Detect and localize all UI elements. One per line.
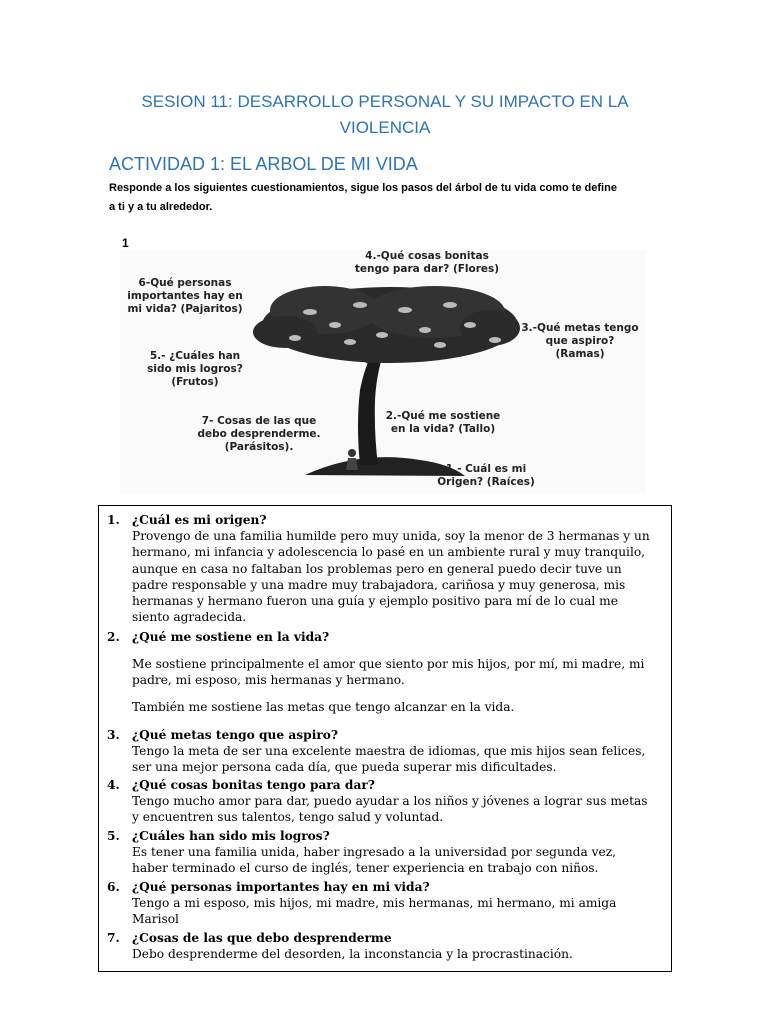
activity-heading: ACTIVIDAD 1: EL ARBOL DE MI VIDA: [109, 154, 418, 174]
answer-text: Tengo la meta de ser una excelente maestra de idiomas, que mis hijos sean felices, ser una mejor persona cada día, que pueda superar mis dificultades.: [132, 744, 646, 775]
question-number: 2.: [107, 630, 120, 644]
label-ramas: 3.-Qué metas tengo que aspiro? (Ramas): [521, 322, 639, 360]
instructions-line1: Responde a los siguientes cuestionamientos, sigue los pasos del árbol de tu vida como te define: [109, 182, 617, 194]
question-text: ¿Cuáles han sido mis logros?: [132, 829, 330, 843]
question-text: ¿Cosas de las que debo desprenderme: [132, 931, 392, 945]
question-number: 7.: [107, 931, 120, 945]
question-text: ¿Qué personas importantes hay en mi vida?: [132, 880, 430, 894]
answer-text: Tengo a mi esposo, mis hijos, mi madre, mis hermanas, mi hermano, mi amiga Marisol: [132, 896, 617, 927]
answer-text: Es tener una familia unida, haber ingresado a la universidad por segunda vez, haber terminado el curso de inglés, tener experiencia en trabajo con niños.: [132, 845, 617, 876]
instructions: [109, 179, 679, 217]
question-number: 5.: [107, 829, 120, 843]
answer-text-2: También me sostiene las metas que tengo alcanzar en la vida.: [132, 700, 515, 714]
question-text: ¿Qué me sostiene en la vida?: [132, 630, 330, 644]
instructions-line2: a ti y a tu alrededor.: [109, 201, 213, 213]
question-number: 3.: [107, 728, 120, 742]
label-flores: 4.-Qué cosas bonitas tengo para dar? (Flores): [354, 250, 500, 275]
tree-figure: [120, 250, 646, 493]
answer-text: Me sostiene principalmente el amor que siento por mis hijos, por mí, mi madre, mi padre, mi esposo, mis hermanas y hermano.: [132, 657, 645, 688]
session-title-line1: SESION 11: DESARROLLO PERSONAL Y SU IMPACTO EN LA: [141, 92, 629, 111]
answers-box: [98, 505, 672, 972]
label-tallo: 2.-Qué me sostiene en la vida? (Tallo): [385, 410, 501, 435]
label-pajaritos: 6-Qué personas importantes hay en mi vida? (Pajaritos): [127, 277, 243, 315]
question-number: 1.: [107, 513, 120, 527]
question-text: ¿Qué cosas bonitas tengo para dar?: [132, 778, 375, 792]
answer-text: Debo desprenderme del desorden, la inconstancia y la procrastinación.: [132, 947, 573, 961]
label-frutos: 5.- ¿Cuáles han sido mis logros? (Frutos): [147, 350, 243, 388]
answer-text: Tengo mucho amor para dar, puedo ayudar a los niños y jóvenes a lograr sus metas y encuentren sus talentos, tengo salud y voluntad.: [132, 794, 648, 825]
label-raices: 1.- Cuál es mi Origen? (Raíces): [437, 463, 535, 488]
label-parasitos: 7- Cosas de las que debo desprenderme. (Parásitos).: [197, 415, 321, 453]
answer-text: Provengo de una familia humilde pero muy unida, soy la menor de 3 hermanas y un hermano, mi infancia y adolescencia lo pasé en un ambiente rural y muy tranquilo, aunque en casa no faltaban los problemas pero en general puedo decir tuve un padre responsable y una madre muy trabajadora, cariñosa y muy generosa, mis hermanas y hermano fueron una guía y ejemplo positivo para mí de lo cual me siento agradecida.: [132, 529, 650, 625]
question-number: 4.: [107, 778, 120, 792]
question-number: 6.: [107, 880, 120, 894]
canopy-shape: [253, 286, 520, 363]
session-title: [120, 89, 650, 141]
session-title-line2: VIOLENCIA: [339, 118, 431, 137]
figure-number: 1: [122, 236, 129, 250]
question-text: ¿Cuál es mi origen?: [132, 513, 267, 527]
question-text: ¿Qué metas tengo que aspiro?: [132, 728, 339, 742]
